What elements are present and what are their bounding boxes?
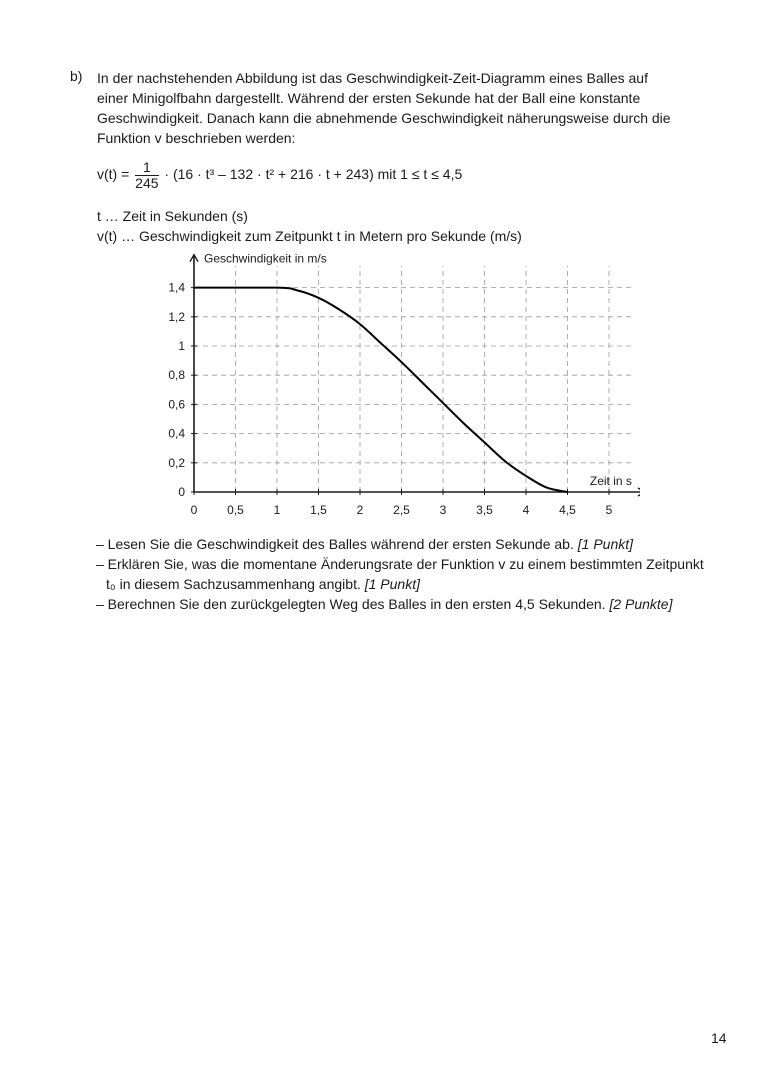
y-tick-label: 1,2 — [168, 309, 185, 324]
intro-line: Funktion v beschrieben werden: — [97, 130, 296, 146]
question-points: [2 Punkte] — [609, 596, 673, 612]
x-tick-label: 0 — [190, 503, 198, 517]
question-item — [96, 554, 706, 594]
question-text: – Lesen Sie die Geschwindigkeit des Balles während der ersten Sekunde ab. — [96, 536, 574, 552]
task-intro — [97, 68, 700, 148]
variable-definitions — [97, 206, 522, 246]
y-tick-label: 1,4 — [168, 280, 185, 295]
y-tick-label: 1 — [178, 339, 185, 353]
fraction-denominator: 245 — [135, 175, 159, 191]
intro-line: einer Minigolfbahn dargestellt. Während der ersten Sekunde hat der Ball eine konstante — [97, 90, 641, 106]
x-axis-label: Zeit in s — [589, 474, 632, 488]
task-letter: b) — [70, 68, 83, 84]
y-tick-label: 0,6 — [168, 397, 185, 412]
y-tick-label: 0 — [178, 485, 185, 499]
question-list — [96, 534, 706, 614]
y-tick-label: 0,2 — [168, 455, 185, 470]
velocity-time-chart — [150, 250, 640, 525]
question-points: [1 Punkt] — [364, 576, 420, 592]
x-tick-label: 1 — [273, 503, 281, 517]
intro-line: In der nachstehenden Abbildung ist das Geschwindigkeit-Zeit-Diagramm eines Balles auf — [97, 70, 648, 86]
definition-t: t … Zeit in Sekunden (s) — [97, 208, 248, 224]
velocity-curve — [194, 288, 568, 492]
question-item — [96, 534, 706, 554]
x-tick-label: 2,5 — [393, 503, 410, 517]
y-tick-label: 0,8 — [168, 368, 185, 383]
question-points: [1 Punkt] — [577, 536, 634, 552]
x-tick-label: 3,5 — [476, 503, 493, 517]
definition-vt: v(t) … Geschwindigkeit zum Zeitpunkt t in Metern pro Sekunde (m/s) — [97, 228, 522, 244]
question-item — [96, 594, 706, 614]
function-formula — [97, 160, 462, 191]
question-text: – Erklären Sie, was die momentane Änderungsrate der Funktion v zu einem bestimmten Zeitpunkt t₀ in diesem Sachzusammenhang angibt. — [96, 556, 704, 592]
x-tick-label: 5 — [605, 503, 613, 517]
formula-lhs: v(t) = — [97, 166, 130, 183]
intro-line: Geschwindigkeit. Danach kann die abnehmende Geschwindigkeit näherungsweise durch die — [97, 110, 671, 126]
x-tick-label: 4 — [522, 503, 530, 517]
y-axis-label: Geschwindigkeit in m/s — [204, 251, 327, 266]
x-tick-label: 0,5 — [227, 503, 244, 517]
x-tick-label: 1,5 — [310, 503, 327, 517]
x-tick-label: 4,5 — [559, 503, 576, 517]
fraction-numerator: 1 — [135, 160, 158, 176]
y-tick-label: 0,4 — [168, 426, 185, 441]
page-number: 14 — [711, 1030, 727, 1046]
question-text: – Berechnen Sie den zurückgelegten Weg des Balles in den ersten 4,5 Sekunden. — [96, 596, 606, 612]
formula-rhs: · (16 · t³ – 132 · t² + 216 · t + 243) mit 1 ≤ t ≤ 4,5 — [164, 166, 463, 183]
x-tick-label: 2 — [356, 503, 364, 517]
x-tick-label: 3 — [439, 503, 447, 517]
formula-fraction — [135, 160, 158, 191]
